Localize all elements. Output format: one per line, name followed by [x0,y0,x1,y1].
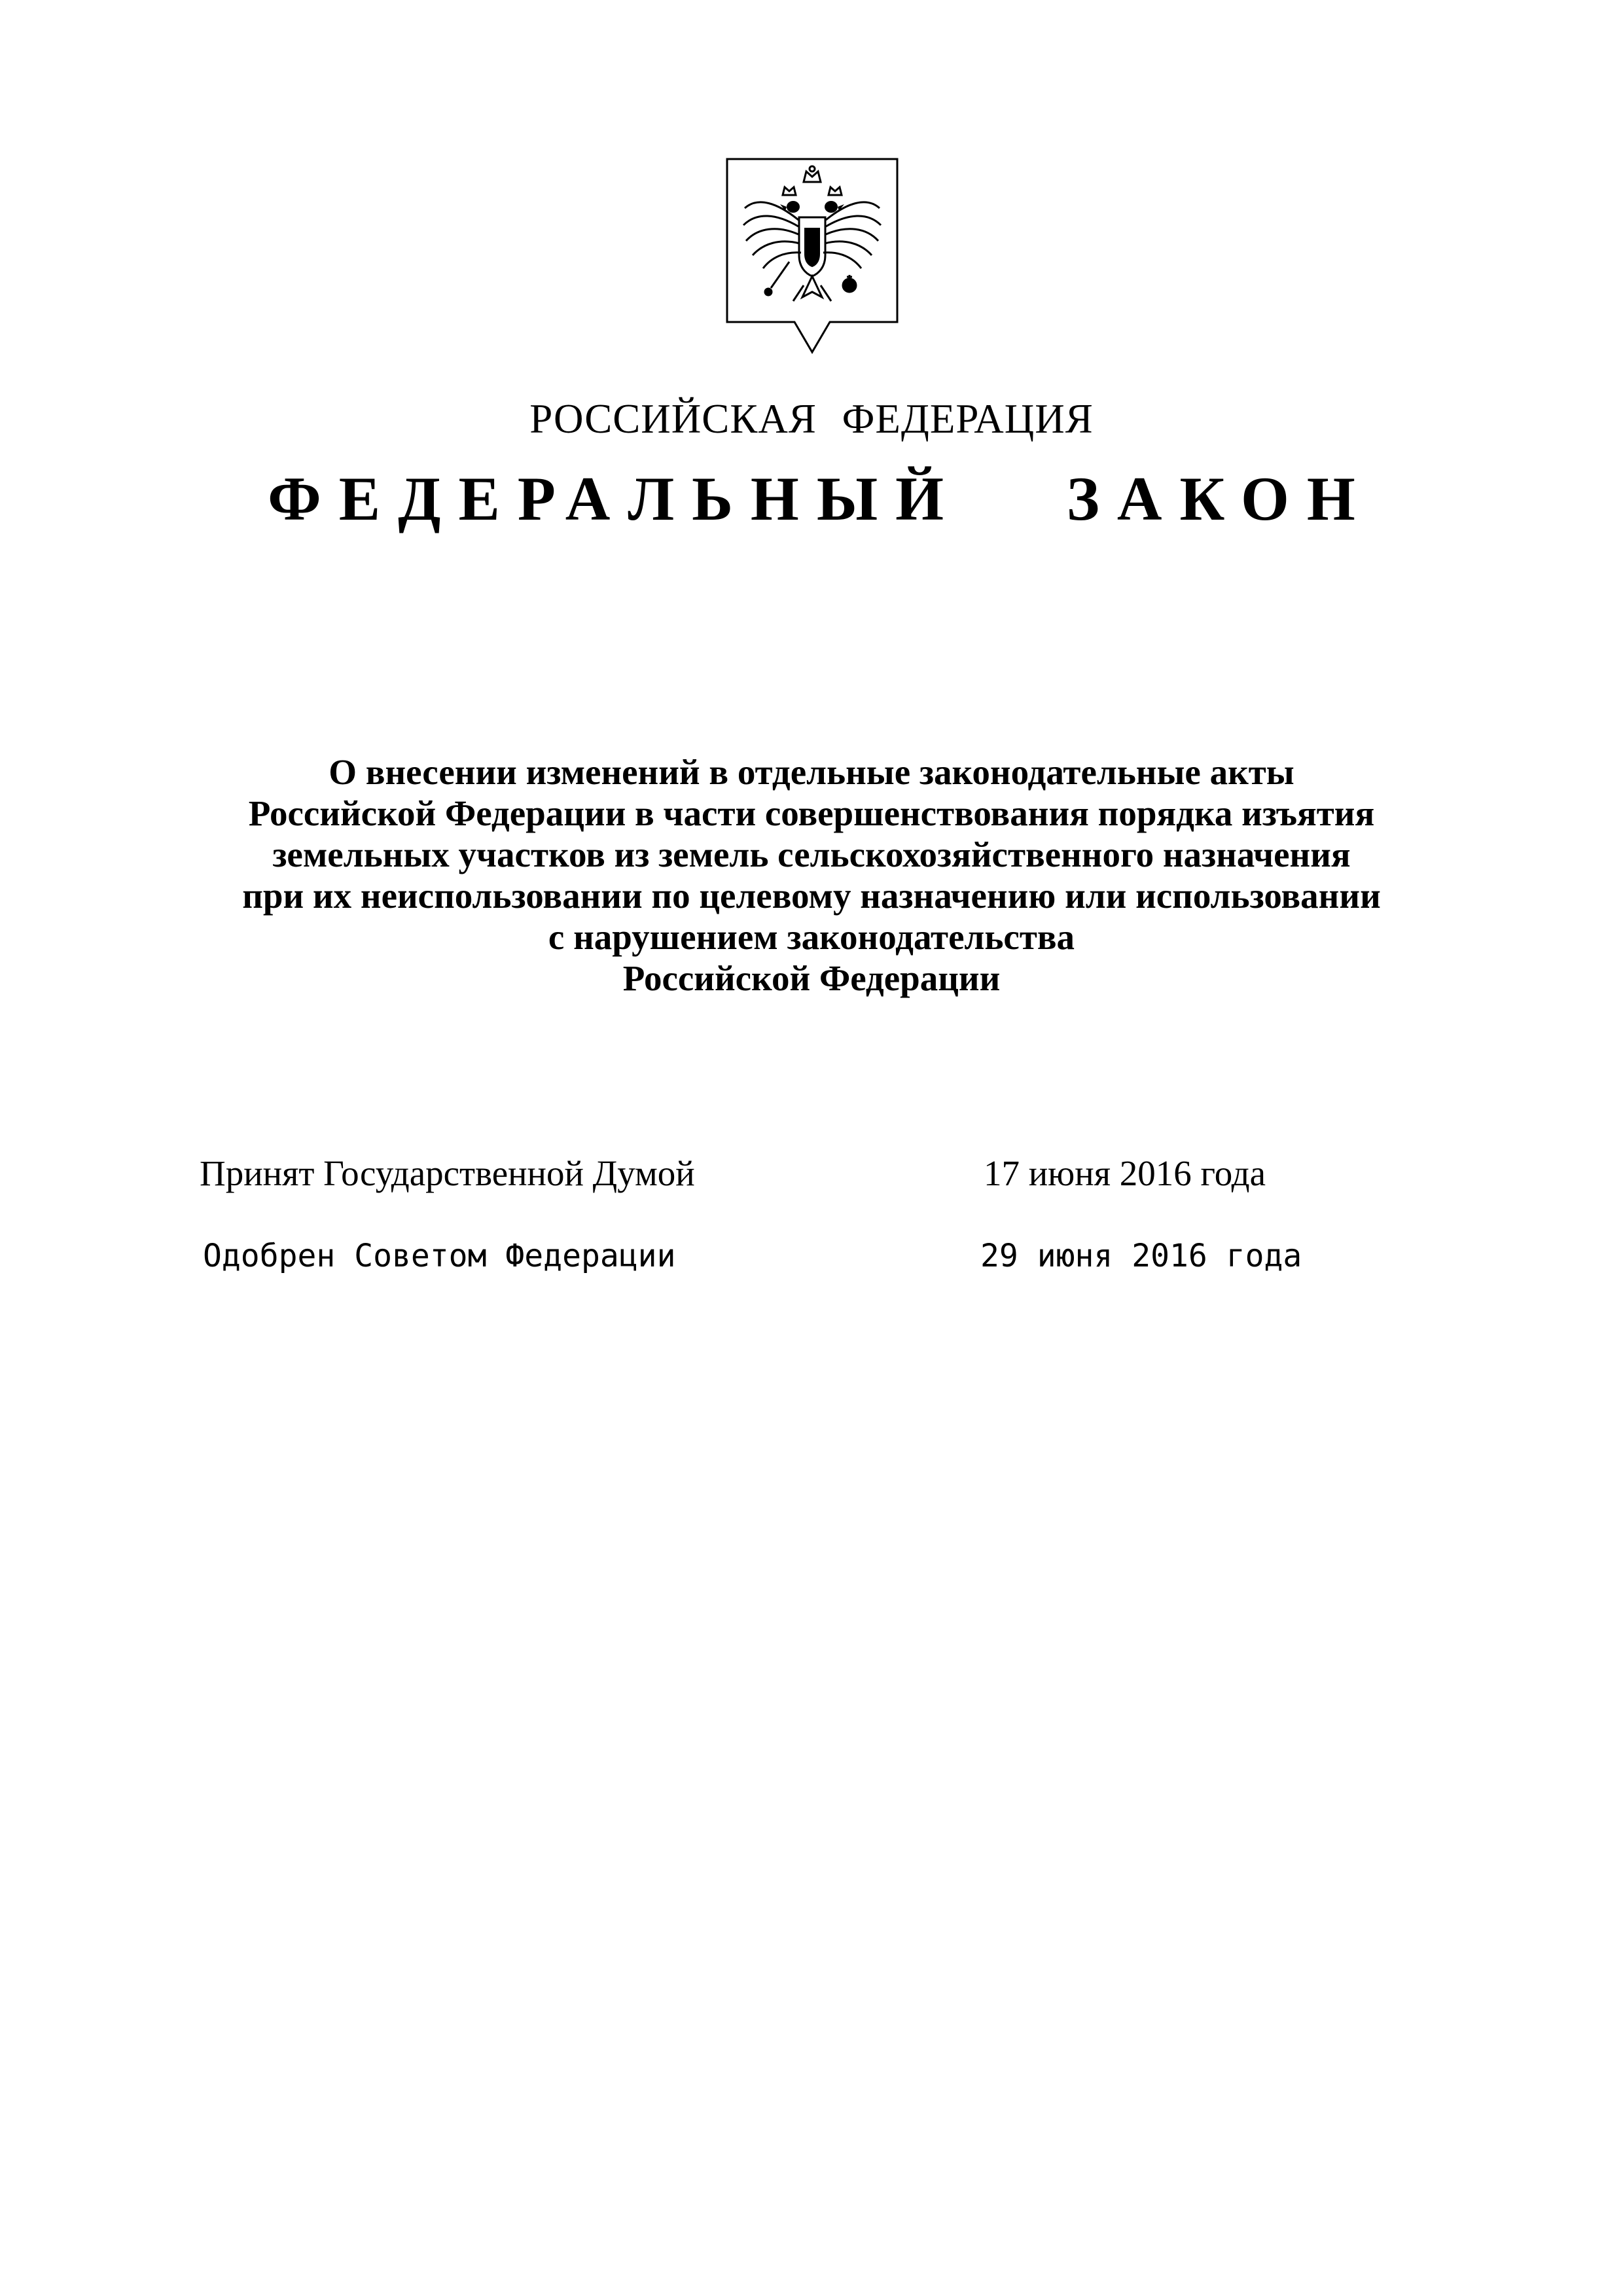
law-title-line: земельных участков из земель сельскохозяйственного назначения [272,834,1351,874]
adopted-by-duma-label: Принят Государственной Думой [200,1153,695,1193]
law-title-line: Российской Федерации [622,958,1001,998]
law-title-line: при их неиспользовании по целевому назначению или использовании [242,876,1381,916]
law-title [131,751,1492,999]
adopted-by-duma-date: 17 июня 2016 года [984,1153,1266,1193]
approved-by-council-label: Одобрен Советом Федерации [203,1238,676,1274]
law-title-line: с нарушением законодательства [548,917,1075,957]
law-title-line: Российской Федерации в части совершенствования порядка изъятия [248,793,1375,833]
law-title-line: О внесении изменений в отдельные законодательные акты [329,752,1294,792]
approved-by-council-date: 29 июня 2016 года [980,1238,1302,1274]
country-name: РОССИЙСКАЯ ФЕДЕРАЦИЯ [529,396,1094,442]
russian-coat-of-arms-icon [725,157,899,355]
document-type-heading: ФЕДЕРАЛЬНЫЙ ЗАКОН [268,464,1373,533]
